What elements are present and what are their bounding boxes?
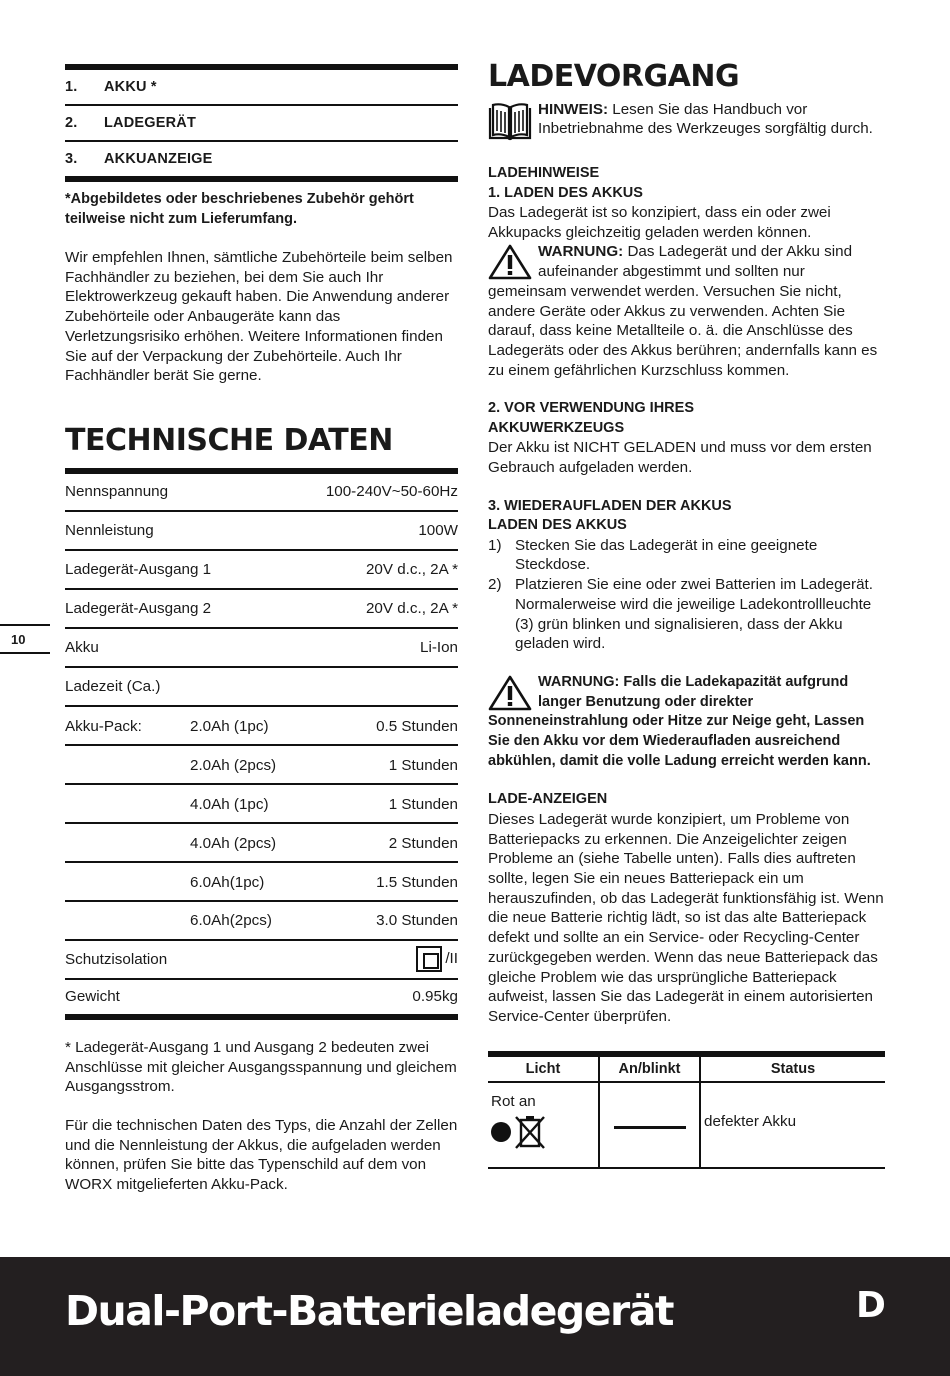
indicators-heading: LADE-ANZEIGEN <box>488 791 608 808</box>
light-label: Rot an <box>491 1092 536 1110</box>
red-light-dot-icon <box>491 1122 511 1142</box>
pack-capacity: 6.0Ah(1pc) <box>190 873 265 891</box>
pack-capacity: 6.0Ah(2pcs) <box>190 911 272 929</box>
spec-value: 20V d.c., 2A * <box>365 599 458 617</box>
spec-value: 0.95kg <box>412 988 458 1006</box>
item-number: 1. <box>65 79 78 95</box>
blink-cell <box>599 1082 700 1168</box>
item-label: LADEGERÄT <box>104 115 197 131</box>
right-column <box>488 60 886 1169</box>
item-number: 3. <box>65 151 78 167</box>
warning-triangle-icon <box>488 675 532 711</box>
pack-capacity: 4.0Ah (1pc) <box>190 795 269 813</box>
left-column <box>65 64 458 1195</box>
charging-hints-heading: LADEHINWEISE <box>488 165 600 181</box>
status-table-header <box>488 1054 885 1082</box>
spec-value: 20V d.c., 2A * <box>365 560 458 578</box>
pack-row <box>65 785 458 824</box>
accessory-note: *Abgebildetes oder beschriebenes Zubehör gehört teilweise nicht zum Lieferumfang. <box>65 191 414 227</box>
table-row <box>488 1082 885 1168</box>
spec-value: Li-Ion <box>420 638 458 656</box>
item-number: 2. <box>65 115 78 131</box>
spec-label: Ladegerät-Ausgang 2 <box>65 599 212 617</box>
spec-row <box>65 980 458 1020</box>
warning-block-1 <box>488 242 886 380</box>
spec-label: Ladezeit (Ca.) <box>65 677 161 695</box>
page-number-tab <box>0 624 50 654</box>
notice-block <box>488 100 886 142</box>
pack-row <box>65 746 458 785</box>
spec-label: Akku <box>65 638 99 656</box>
spec-value: 100-240V~50-60Hz <box>325 483 458 501</box>
pack-time: 0.5 Stunden <box>376 717 458 735</box>
warning-1-text: Das Ladegerät und der Akku sind aufeinander abgestimmt und sollten nur gemeinsam verwendet werden. Versuchen Sie nicht, andere Geräte oder Akkus zu verwenden. Achten Sie darauf, dass keine Metallteile o. ä. die Anschlüsse des Ladegeräts oder des Akkus berühren; andernfalls kann es zu einem gefährlichen Kurzschluss kommen. <box>488 243 878 379</box>
page-number: 10 <box>11 632 26 647</box>
parts-list-item <box>65 142 458 182</box>
footer-title: Dual-Port-Batterieladegerät <box>65 1287 674 1335</box>
section-2-heading-line1: 2. VOR VERWENDUNG IHRES <box>488 400 694 417</box>
section-2-text: Der Akku ist NICHT GELADEN und muss vor dem ersten Gebrauch aufgeladen werden. <box>488 439 872 477</box>
section-2-heading-line2: AKKUWERKZEUGS <box>488 419 625 436</box>
spec-value: 100W <box>418 521 458 539</box>
warning-triangle-icon <box>488 244 532 280</box>
pack-time: 3.0 Stunden <box>376 911 458 929</box>
spec-label: Nennspannung <box>65 483 169 501</box>
pack-capacity: 2.0Ah (1pc) <box>190 717 269 735</box>
step-text: Platzieren Sie eine oder zwei Batterien im Ladegerät. Normalerweise wird die jeweilige Ladekontrollleuchte (3) grün blinken und signalisieren, dass der Akku geladen wird. <box>515 576 873 653</box>
spec-label: Nennleistung <box>65 521 154 539</box>
step-item <box>488 575 886 654</box>
pack-capacity: 4.0Ah (2pcs) <box>190 834 277 852</box>
language-code: D <box>856 1285 886 1326</box>
footer-bar <box>0 1257 950 1376</box>
dash-mark <box>614 1126 686 1129</box>
header-licht: Licht <box>488 1054 599 1082</box>
accessory-paragraph: Wir empfehlen Ihnen, sämtliche Zubehörteile beim selben Fachhändler zu beziehen, bei dem Sie auch Ihr Elektrowerkzeug gekauft haben. Die Anwendung anderer Zubehörteile oder Anbaugeräte kann das Verletzungsrisiko erhöhen. Weitere Informationen finden Sie auf der Verpackung der Zubehörteile. Auch Ihr Fachhändler berät Sie gerne. <box>65 249 453 385</box>
type-note: Für die technischen Daten des Typs, die Anzahl der Zellen und die Nennleistung der Akkus, die aufgeladen werden können, prüfen Sie bitte das Typenschild auf dem von WORX mitgelieferten Akku-Pack. <box>65 1117 458 1194</box>
header-anblinkt: An/blinkt <box>599 1054 700 1082</box>
pack-row <box>65 824 458 863</box>
double-insulation-icon <box>416 946 442 972</box>
spec-value: /II <box>445 950 458 968</box>
section-1-text: Das Ladegerät ist so konzipiert, dass ein oder zwei Akkupacks gleichzeitig geladen werden können. <box>488 204 831 241</box>
indicators-text: Dieses Ladegerät wurde konzipiert, um Probleme von Batteriepacks zu erkennen. Die Anzeigelichter zeigen Probleme an (siehe Tabelle unten). Falls dies auftreten sollte, legen Sie ein neues Batteriepack ein um herauszufinden, ob das Ladegerät funktionsfähig ist. Wenn die neue Batterie richtig lädt, so ist das alte Batteriepack defekt und sollte an ein Service- oder Recycling-Center zurückgegeben werden. Wenn das neue Batteriepack das gleiche Problem wie das ursprüngliche Batteriepack aufweist, lassen Sie das Ladegerät in einem autorisierten Service-Center überprüfen. <box>488 810 884 1025</box>
pack-time: 1 Stunden <box>388 756 458 774</box>
pack-capacity: 2.0Ah (2pcs) <box>190 756 277 774</box>
section-3-heading-line2: LADEN DES AKKUS <box>488 517 627 534</box>
item-label: AKKUANZEIGE <box>104 151 213 167</box>
spec-row <box>65 474 458 512</box>
warning-block-2 <box>488 673 886 772</box>
asterisk-note: * Ladegerät-Ausgang 1 und Ausgang 2 bedeuten zwei Anschlüsse mit gleicher Ausgangsspannung und gleichem Ausgangsstrom. <box>65 1038 457 1096</box>
spec-row <box>65 668 458 707</box>
status-cell: defekter Akku <box>700 1082 885 1168</box>
step-item <box>488 536 886 575</box>
spec-label: Gewicht <box>65 988 120 1006</box>
light-cell <box>488 1082 599 1168</box>
section-3-heading-line1: 3. WIEDERAUFLADEN DER AKKUS <box>488 497 732 514</box>
parts-list-item <box>65 70 458 106</box>
tech-data-title: TECHNISCHE DATEN <box>65 422 393 458</box>
spec-label: Ladegerät-Ausgang 1 <box>65 560 212 578</box>
spec-row <box>65 551 458 590</box>
spec-row <box>65 590 458 629</box>
parts-list <box>65 70 458 182</box>
parts-list-item <box>65 106 458 142</box>
pack-row <box>65 707 458 746</box>
pack-time: 1.5 Stunden <box>376 873 458 891</box>
crossed-battery-icon <box>514 1114 546 1150</box>
status-table <box>488 1051 885 1169</box>
charging-title: LADEVORGANG <box>488 59 740 94</box>
pack-row <box>65 902 458 941</box>
pack-row <box>65 863 458 902</box>
header-status: Status <box>700 1054 885 1082</box>
warning-1-label: WARNUNG: <box>538 243 624 261</box>
spec-row <box>65 512 458 551</box>
notice-label: HINWEIS: <box>538 101 609 118</box>
spec-row <box>65 941 458 980</box>
notice-text: Lesen Sie das Handbuch vor Inbetriebnahme des Werkzeuges sorgfältig durch. <box>538 101 873 137</box>
step-number: 1) <box>488 536 502 554</box>
pack-label: Akku-Pack: <box>65 717 142 735</box>
spec-table <box>65 474 458 1020</box>
pack-time: 2 Stunden <box>388 834 458 852</box>
warning-2-text: WARNUNG: Falls die Ladekapazität aufgrund langer Benutzung oder direkter Sonneneinstrahlung oder Hitze zur Neige geht, Lassen Sie den Akku vor dem Wiederaufladen ausreichend abkühlen, damit die volle Ladung erreicht werden kann. <box>488 673 871 769</box>
spec-row <box>65 629 458 668</box>
step-number: 2) <box>488 576 502 594</box>
section-1-heading: 1. LADEN DES AKKUS <box>488 184 643 201</box>
item-label: AKKU * <box>104 79 157 95</box>
charging-steps <box>488 536 886 654</box>
book-icon <box>488 102 532 142</box>
step-text: Stecken Sie das Ladegerät in eine geeignete Steckdose. <box>515 536 818 574</box>
spec-label: Schutzisolation <box>65 950 168 968</box>
pack-time: 1 Stunden <box>388 795 458 813</box>
